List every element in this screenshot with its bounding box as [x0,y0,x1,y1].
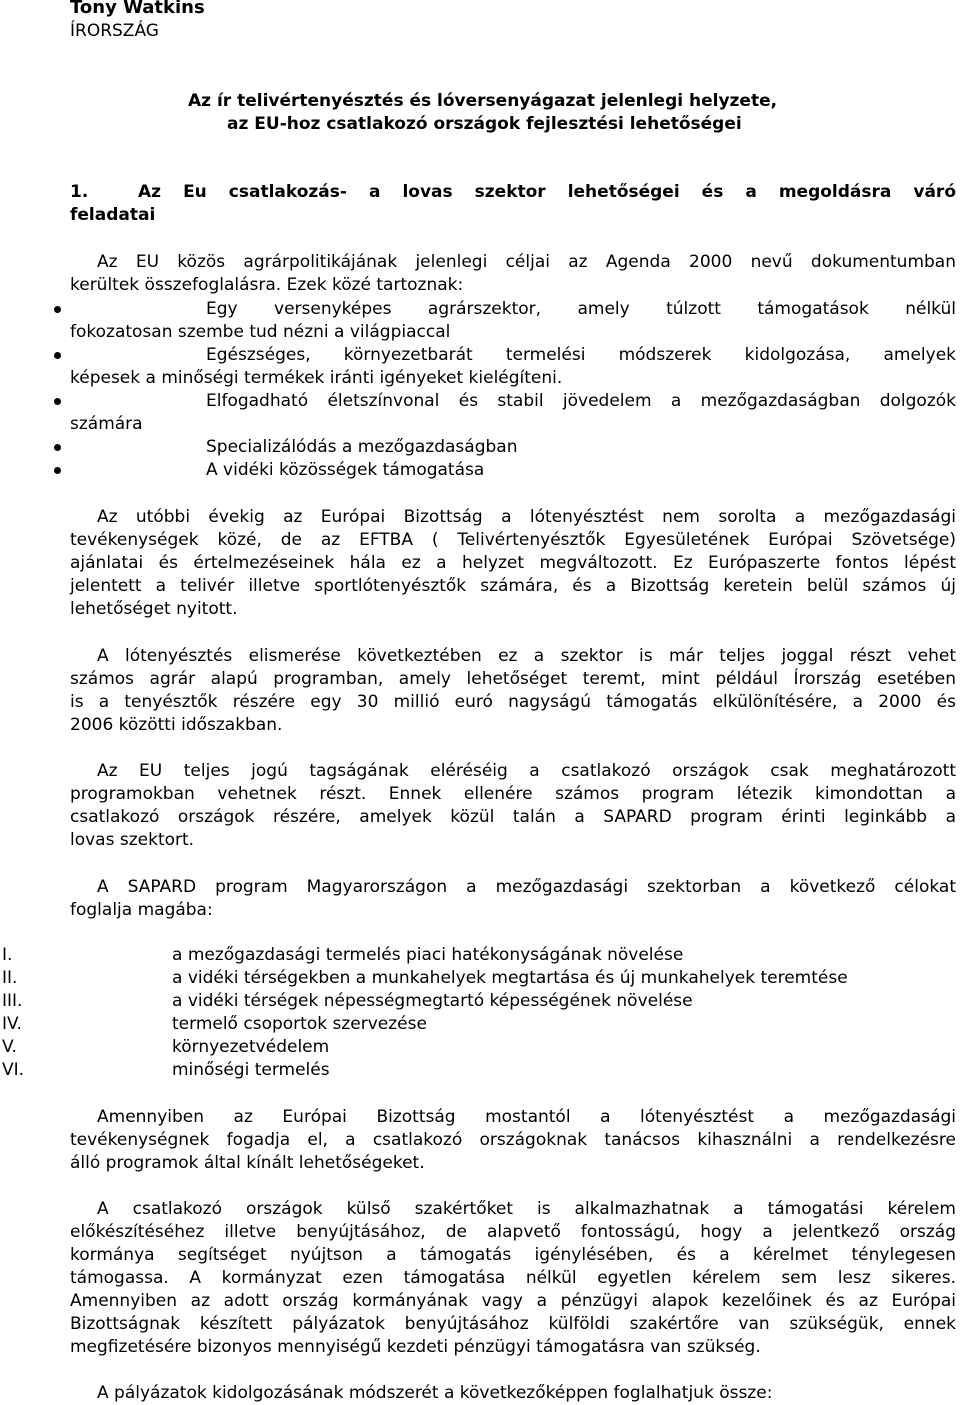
paragraph-2-line-2: tevékenységek közé, de az EFTBA ( Telivértenyésztők Egyesületének Európai Szövetsége) [70,530,956,550]
paragraph-4-line-2: programokban vehetnek részt. Ennek ellenére számos program létezik kimondottan a [70,784,956,804]
paragraph-7-line-2: előkészítéséhez illetve benyújtásához, de alapvető fontosságú, hogy a jelentkező ország [70,1222,956,1242]
paragraph-6-line-1: Amennyiben az Európai Bizottság mostantól a lótenyésztést a mezőgazdasági [97,1107,956,1127]
paragraph-3-line-2: számos agrár alapú programban, amely lehetőséget teremt, mint például Írország esetében [70,669,956,689]
paragraph-8-line-1: A pályázatok kidolgozásának módszerét a következőképpen foglalhatjuk össze: [97,1383,773,1403]
bullet-dot [54,444,61,451]
paragraph-5-line-1: A SAPARD program Magyarországon a mezőgazdasági szektorban a következő célokat [97,877,956,897]
goal-number: V. [2,1037,17,1057]
paragraph-3-line-1: A lótenyésztés elismerése következtében ez a szektor is már teljes joggal részt vehet [97,646,956,666]
goal-text: a mezőgazdasági termelés piaci hatékonyságának növelése [172,945,684,965]
bullet-5-line-1: A vidéki közösségek támogatása [206,460,485,480]
paragraph-2-line-1: Az utóbbi évekig az Európai Bizottság a lótenyésztést nem sorolta a mezőgazdasági [97,507,956,527]
goal-number: III. [2,991,23,1011]
goal-number: II. [2,968,18,988]
paragraph-7-line-6: Bizottságnak készített pályázatok benyújtásához külföldi szakértőre van szükségük, ennek [70,1314,956,1334]
goal-text: minőségi termelés [172,1060,330,1080]
author-country: ÍRORSZÁG [70,21,159,41]
section-number: 1. [70,182,89,202]
paragraph-5-line-2: foglalja magába: [70,900,213,920]
section-heading-line-1: Az Eu csatlakozás- a lovas szektor lehetőségei és a megoldásra váró [138,182,956,202]
bullet-dot [54,467,61,474]
paragraph-3-line-3: is a tenyésztők részére egy 30 millió euró nagyságú támogatás elkülönítésére, a 2000 és [70,692,956,712]
goal-number: VI. [2,1060,25,1080]
goal-text: környezetvédelem [172,1037,330,1057]
goal-text: a vidéki térségek népességmegtartó képességének növelése [172,991,693,1011]
intro-line-1: Az EU közös agrárpolitikájának jelenlegi céljai az Agenda 2000 nevű dokumentumban [97,252,956,272]
goal-number: IV. [2,1014,22,1034]
section-heading-line-2: feladatai [70,205,156,225]
paragraph-7-line-5: Amennyiben az adott ország kormányának vagy a pénzügyi alapok kezelőinek és az Európai [70,1291,956,1311]
paragraph-7-line-1: A csatlakozó országok külső szakértőket is alkalmazhatnak a támogatási kérelem [97,1199,956,1219]
paragraph-6-line-2: tevékenységnek fogadja el, a csatlakozó országoknak tanácsos kihasználni a rendelkezésre [70,1130,956,1150]
paragraph-2-line-4: jelentett a telivér illetve sportlótenyésztők számára, és a Bizottság keretein belül számos új [70,576,956,596]
title-line-1: Az ír telivértenyésztés és lóversenyágazat jelenlegi helyzete, [188,91,778,111]
author-name: Tony Watkins [70,0,205,18]
bullet-3-line-1: Elfogadható életszínvonal és stabil jövedelem a mezőgazdaságban dolgozók [206,391,956,411]
paragraph-3-line-4: 2006 közötti időszakban. [70,715,283,735]
bullet-2-line-1: Egészséges, környezetbarát termelési módszerek kidolgozása, amelyek [206,345,956,365]
paragraph-4-line-4: lovas szektort. [70,830,195,850]
goal-text: a vidéki térségekben a munkahelyek megtartása és új munkahelyek teremtése [172,968,848,988]
bullet-3-line-2: számára [70,414,143,434]
paragraph-4-line-3: csatlakozó országok részére, amelyek közül talán a SAPARD program érinti leginkább a [70,807,956,827]
goal-text: termelő csoportok szervezése [172,1014,427,1034]
goal-number: I. [2,945,13,965]
bullet-1-line-2: fokozatosan szembe tud nézni a világpiaccal [70,322,451,342]
paragraph-6-line-3: álló programok által kínált lehetőségeket. [70,1153,425,1173]
paragraph-2-line-5: lehetőséget nyitott. [70,599,238,619]
paragraph-4-line-1: Az EU teljes jogú tagságának eléréséig a csatlakozó országok csak meghatározott [97,761,956,781]
bullet-dot [54,352,61,359]
paragraph-7-line-4: támogassa. A kormányzat ezen támogatása nélkül egyetlen kérelem sem lesz sikeres. [70,1268,956,1288]
bullet-dot [54,398,61,405]
paragraph-7-line-3: kormánya segítséget nyújtson a támogatás igénylésében, és a kérelmet ténylegesen [70,1245,956,1265]
paragraph-7-line-7: megfizetésére bizonyos mennyiségű kezdeti pénzügyi támogatásra van szükség. [70,1337,761,1357]
bullet-2-line-2: képesek a minőségi termékek iránti igényeket kielégíteni. [70,368,563,388]
bullet-4-line-1: Specializálódás a mezőgazdaságban [206,437,518,457]
bullet-1-line-1: Egy versenyképes agrárszektor, amely túlzott támogatások nélkül [206,299,956,319]
bullet-dot [54,306,61,313]
title-line-2: az EU-hoz csatlakozó országok fejlesztési lehetőségei [227,114,742,134]
intro-line-2: kerültek összefoglalásra. Ezek közé tartoznak: [70,275,464,295]
paragraph-2-line-3: ajánlatai és értelmezéseinek hála ez a helyzet megváltozott. Ez Európaszerte fontos lépést [70,553,956,573]
